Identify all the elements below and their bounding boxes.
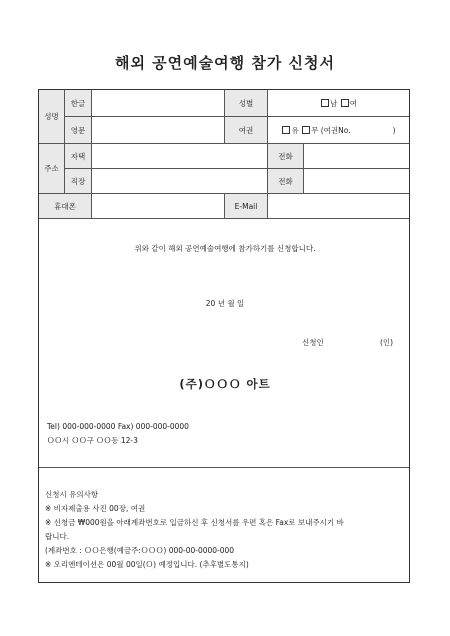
passport-yes-checkbox[interactable] — [282, 126, 290, 134]
form-title: 해외 공연예술여행 참가 신청서 — [114, 54, 336, 72]
passport-no-checkbox[interactable] — [302, 126, 310, 134]
application-form — [38, 89, 410, 583]
home-address-label: 자택 — [65, 144, 92, 169]
company-tel-fax: Tel) 000-000-0000 Fax) 000-000-0000 — [47, 422, 189, 431]
company-name: (주)ＯＯＯ 아트 — [179, 377, 271, 391]
name-group-label: 성명 — [39, 90, 65, 144]
female-checkbox[interactable] — [341, 99, 349, 107]
home-phone-label: 전화 — [268, 144, 304, 169]
note-line: 랍니다. — [45, 532, 70, 541]
work-address-label: 직장 — [65, 169, 92, 194]
applicant-label: 신청인 — [302, 338, 324, 347]
gender-label: 성별 — [225, 90, 268, 117]
korean-name-field[interactable] — [92, 90, 225, 117]
statement-text: 위와 같이 해외 공연예술여행에 참가하기를 신청합니다. — [134, 244, 316, 253]
date-line: 20 년 월 일 — [205, 299, 245, 308]
home-phone-field[interactable] — [304, 144, 409, 169]
english-name-field[interactable] — [92, 117, 225, 144]
email-field[interactable] — [268, 194, 409, 219]
passport-field[interactable] — [268, 117, 409, 144]
korean-name-label: 한글 — [65, 90, 92, 117]
address-group-label: 주소 — [39, 144, 65, 194]
email-label: E-Mail — [225, 194, 268, 219]
female-option-label: 여 — [349, 98, 357, 108]
passport-close-paren: ) — [392, 125, 396, 135]
seal-mark: (인) — [380, 338, 394, 347]
passport-no-label: 무 (여권No. — [311, 125, 351, 135]
company-address: ＯＯ시 ＯＯ구 ＯＯ동 12-3 — [47, 436, 138, 445]
passport-yes-label: 유 — [291, 125, 299, 135]
note-line: ※ 신청금 ₩000원을 아래계좌번호로 입금하신 후 신청서를 우편 혹은 Fax로 보내주시기 바 — [45, 518, 344, 527]
note-line: (계좌번호 : ＯＯ은행(예금주:ＯＯＯ) 000-00-0000-000 — [45, 546, 235, 555]
male-checkbox[interactable] — [321, 99, 329, 107]
male-option-label: 남 — [330, 98, 338, 108]
note-line: ※ 비자제출용 사진 00장, 여권 — [45, 504, 146, 513]
home-address-field[interactable] — [92, 144, 268, 169]
work-phone-label: 전화 — [268, 169, 304, 194]
mobile-field[interactable] — [92, 194, 225, 219]
notes-heading: 신청시 유의사항 — [45, 490, 99, 499]
english-name-label: 영문 — [65, 117, 92, 144]
work-address-field[interactable] — [92, 169, 268, 194]
notes-section — [45, 488, 344, 572]
work-phone-field[interactable] — [304, 169, 409, 194]
gender-field[interactable] — [268, 90, 409, 117]
notes-divider — [39, 467, 409, 468]
passport-label: 여권 — [225, 117, 268, 144]
mobile-label: 휴대폰 — [39, 194, 92, 219]
note-line: ※ 오리엔테이션은 00월 00일(Ｏ) 예정입니다. (추후별도통지) — [45, 560, 249, 569]
